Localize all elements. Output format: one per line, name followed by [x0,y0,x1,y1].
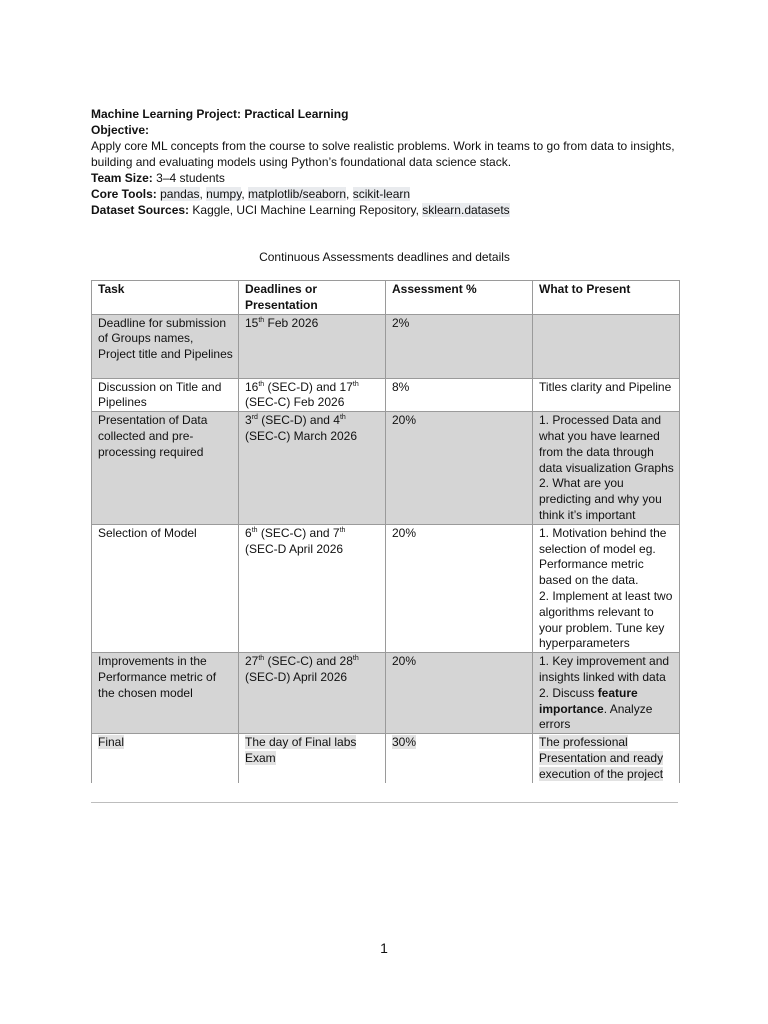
row6-task: Final [92,734,239,783]
row3-present: 1. Processed Data and what you have learned from the data through data visualization Graphs 2. What are you predicting and why you think it’s important [533,412,680,525]
row2-deadline: 16th (SEC-D) and 17th (SEC-C) Feb 2026 [239,378,386,412]
row1-task: Deadline for submission of Groups names, Project title and Pipelines [92,314,239,378]
table-header-row [92,281,680,315]
page-divider [91,802,678,803]
row4-present: 1. Motivation behind the selection of model eg. Performance metric based on the data. 2. Implement at least two algorithms relevant to your problem. Tune key hyperparameters [533,524,680,652]
team-size-label: Team Size: [91,171,153,185]
project-title: Machine Learning Project: Practical Learning [91,107,349,121]
row1-deadline: 15th Feb 2026 [239,314,386,378]
header-present: What to Present [533,281,680,315]
row6-present: The professional Presentation and ready execution of the project [533,734,680,783]
dataset-sources-line [91,202,681,218]
row1-percent: 2% [386,314,533,378]
table-row [92,524,680,652]
assessment-table [91,280,680,783]
header-deadline: Deadlines or Presentation [239,281,386,315]
row2-present: Titles clarity and Pipeline [533,378,680,412]
project-header [91,106,681,218]
row5-present: 1. Key improvement and insights linked with data 2. Discuss feature importance. Analyze errors [533,653,680,734]
dataset-label: Dataset Sources: [91,203,190,217]
tool-pandas: pandas [160,187,200,201]
row5-percent: 20% [386,653,533,734]
table-row [92,412,680,525]
row5-deadline: 27th (SEC-C) and 28th (SEC-D) April 2026 [239,653,386,734]
dataset-sklearn: sklearn.datasets [422,203,510,217]
table-row [92,378,680,412]
row4-deadline: 6th (SEC-C) and 7th (SEC-D April 2026 [239,524,386,652]
row6-percent: 30% [386,734,533,783]
row6-deadline: The day of Final labs Exam [239,734,386,783]
row2-task: Discussion on Title and Pipelines [92,378,239,412]
core-tools-label: Core Tools: [91,187,157,201]
table-row [92,314,680,378]
row3-deadline: 3rd (SEC-D) and 4th (SEC-C) March 2026 [239,412,386,525]
header-task: Task [92,281,239,315]
row5-task: Improvements in the Performance metric of the chosen model [92,653,239,734]
row3-percent: 20% [386,412,533,525]
row4-task: Selection of Model [92,524,239,652]
row2-percent: 8% [386,378,533,412]
dataset-plain: Kaggle, UCI Machine Learning Repository, [192,203,423,217]
header-assessment: Assessment % [386,281,533,315]
page-number: 1 [380,940,388,956]
row1-present [533,314,680,378]
tool-matplotlib-seaborn: matplotlib/seaborn [247,187,347,201]
table-row [92,734,680,783]
team-size-line [91,170,681,186]
tool-scikit-learn: scikit-learn [352,187,411,201]
team-size-value: 3–4 students [156,171,225,185]
table-row [92,653,680,734]
row3-task: Presentation of Data collected and pre-processing required [92,412,239,525]
row4-percent: 20% [386,524,533,652]
table-caption: Continuous Assessments deadlines and details [259,250,510,264]
tool-numpy: numpy [206,187,242,201]
objective-label: Objective: [91,123,150,137]
objective-text: Apply core ML concepts from the course to solve realistic problems. Work in teams to go from data to insights, building and evaluating models using Python’s foundational data science stack. [91,139,675,169]
core-tools-line: Core Tools: pandas, numpy, matplotlib/seaborn, scikit-learn [91,187,411,201]
